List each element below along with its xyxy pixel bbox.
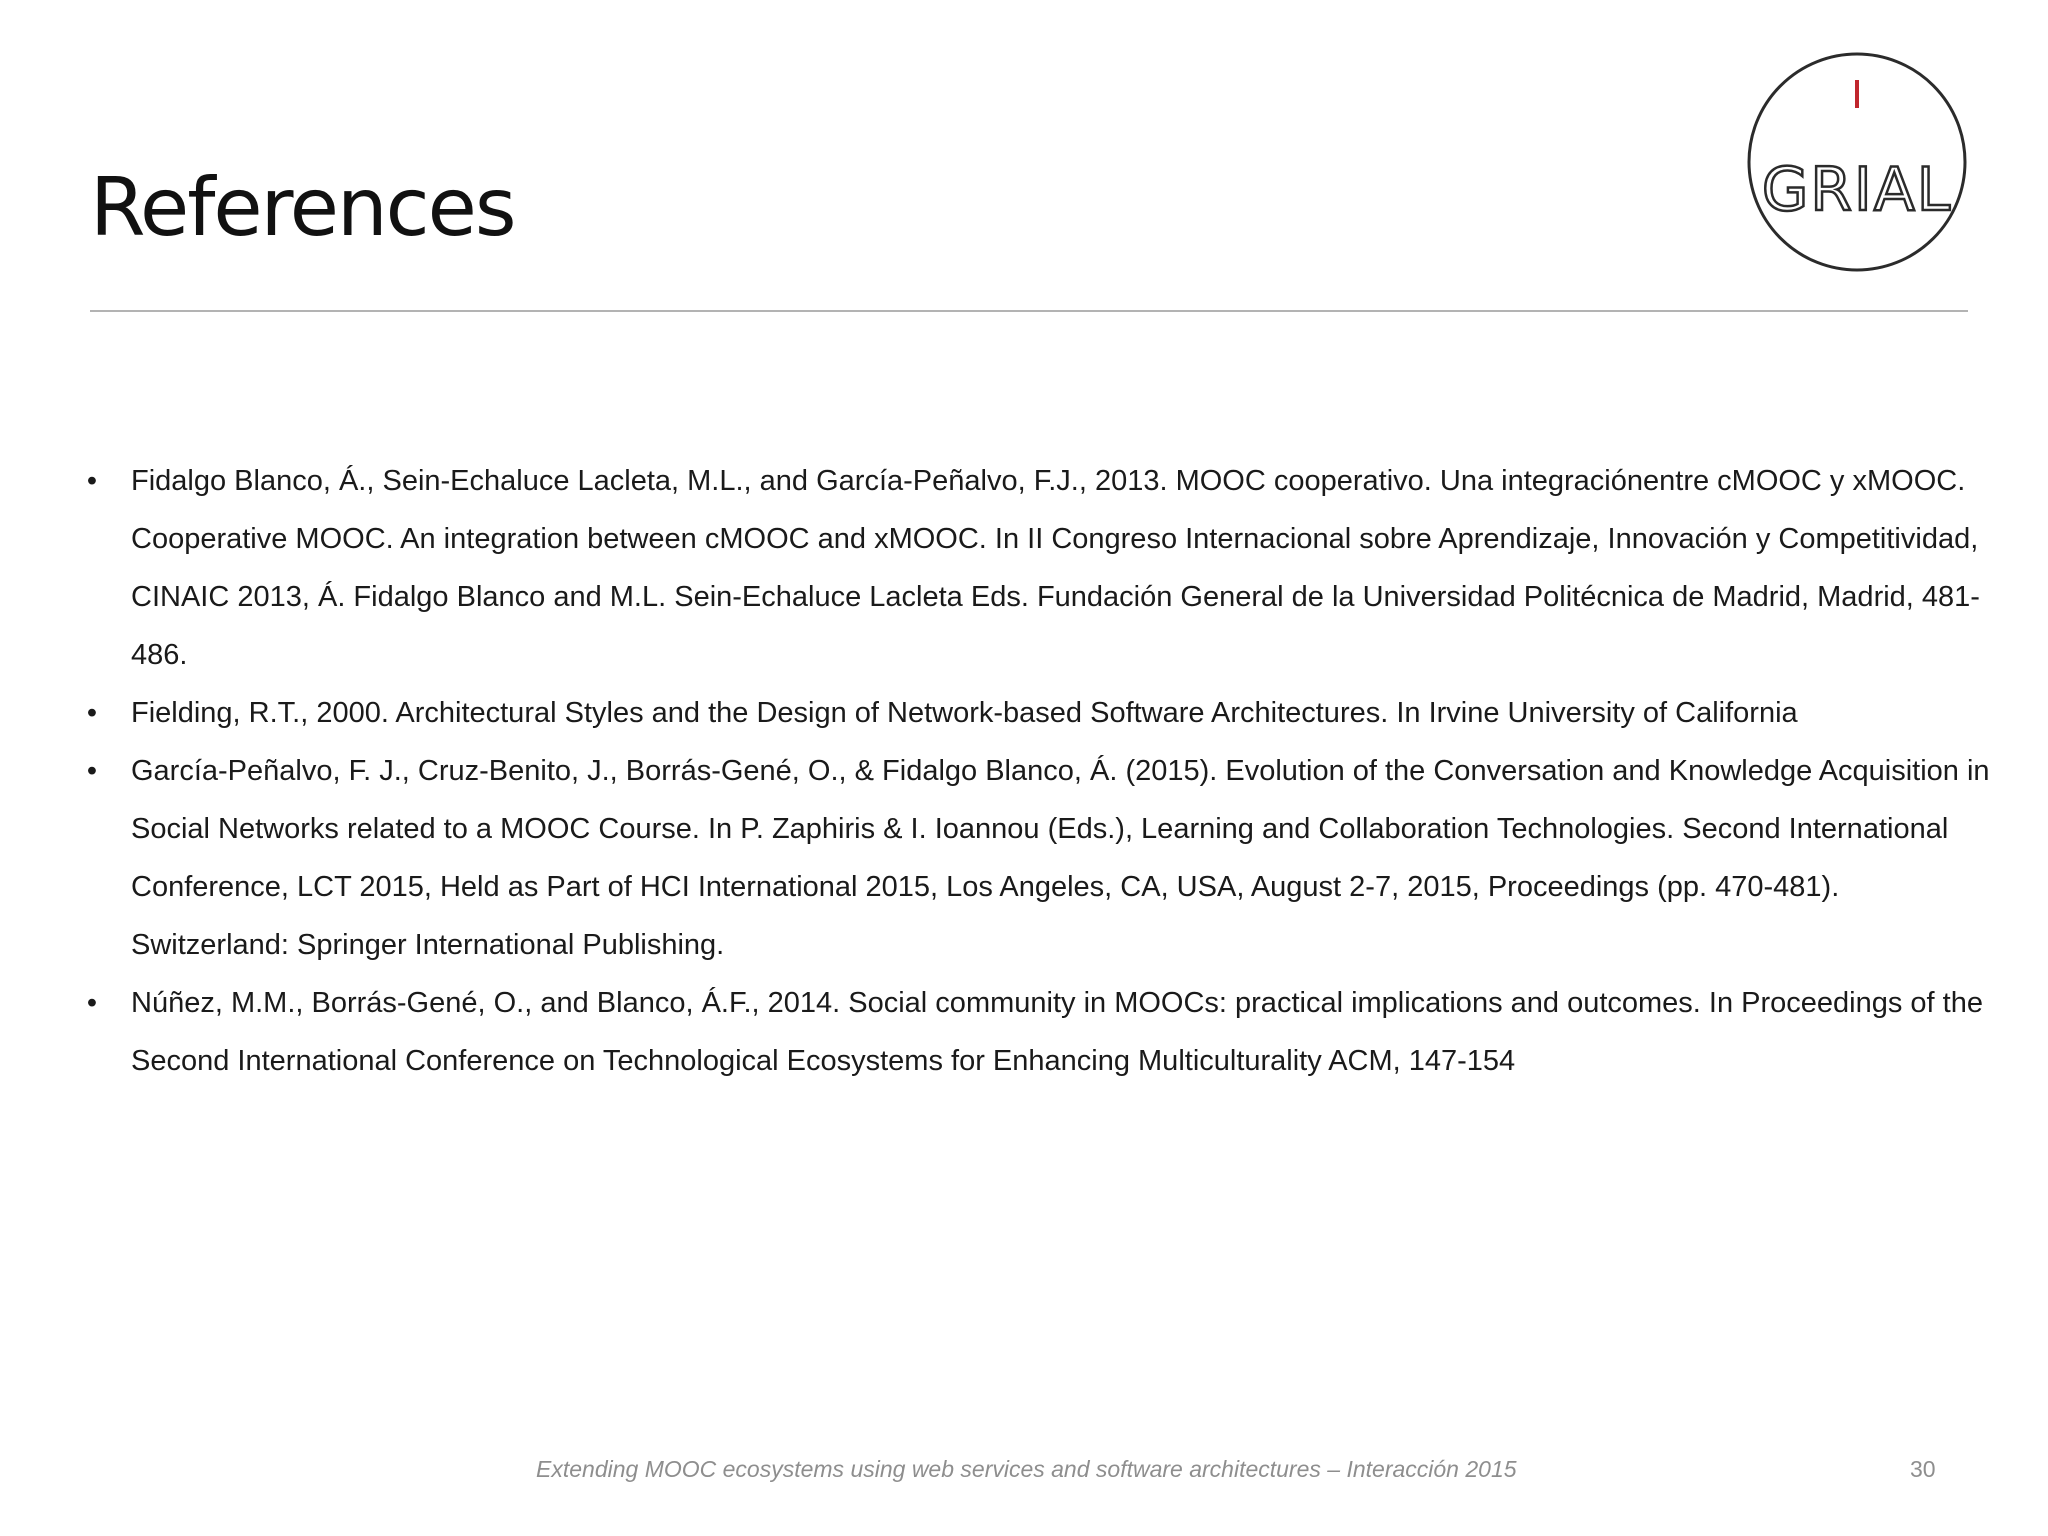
reference-text: Fidalgo Blanco, Á., Sein-Echaluce Lacleta, M.L., and García-Peñalvo, F.J., 2013. MOOC cooperativo. Una integraciónentre cMOOC y xMOOC. Cooperative MOOC. An integration between cMOOC and xMOOC. In II Congreso Internacional sobre Aprendizaje, Innovación y Competitividad, CINAIC 2013, Á. Fidalgo Blanco and M.L. Sein-Echaluce Lacleta Eds. Fundación General de la Universidad Politécnica de Madrid, Madrid, 481-486.	[131, 465, 1980, 671]
reference-item	[82, 974, 2002, 1090]
page-number: 30	[1910, 1456, 1936, 1482]
reference-text: Fielding, R.T., 2000. Architectural Styles and the Design of Network-based Software Architectures. In Irvine University of California	[131, 697, 1798, 729]
bullet: •	[86, 755, 98, 787]
reference-text: Núñez, M.M., Borrás-Gené, O., and Blanco, Á.F., 2014. Social community in MOOCs: practical implications and outcomes. In Proceedings of the Second International Conference on Technological Ecosystems for Enhancing Multiculturality ACM, 147-154	[131, 987, 1983, 1077]
title-divider	[90, 310, 1968, 312]
footer-caption: Extending MOOC ecosystems using web services and software architectures – Interacción 2015	[536, 1456, 1517, 1482]
grial-logo-icon	[1745, 50, 1969, 274]
reference-item	[82, 684, 2002, 742]
reference-item	[82, 452, 2002, 684]
references-list	[82, 452, 2002, 1090]
slide-title: References	[90, 161, 515, 254]
bullet: •	[86, 465, 98, 497]
reference-item	[82, 742, 2002, 974]
grial-logo-text: GRIAL	[1761, 155, 1953, 225]
bullet: •	[86, 987, 98, 1019]
grial-logo	[1745, 50, 1969, 274]
bullet: •	[86, 697, 98, 729]
reference-text: García-Peñalvo, F. J., Cruz-Benito, J., Borrás-Gené, O., & Fidalgo Blanco, Á. (2015). Evolution of the Conversation and Knowledge Acquisition in Social Networks related to a MOOC Course. In P. Zaphiris & I. Ioannou (Eds.), Learning and Collaboration Technologies. Second International Conference, LCT 2015, Held as Part of HCI International 2015, Los Angeles, CA, USA, August 2-7, 2015, Proceedings (pp. 470-481). Switzerland: Springer International Publishing.	[131, 755, 1990, 961]
